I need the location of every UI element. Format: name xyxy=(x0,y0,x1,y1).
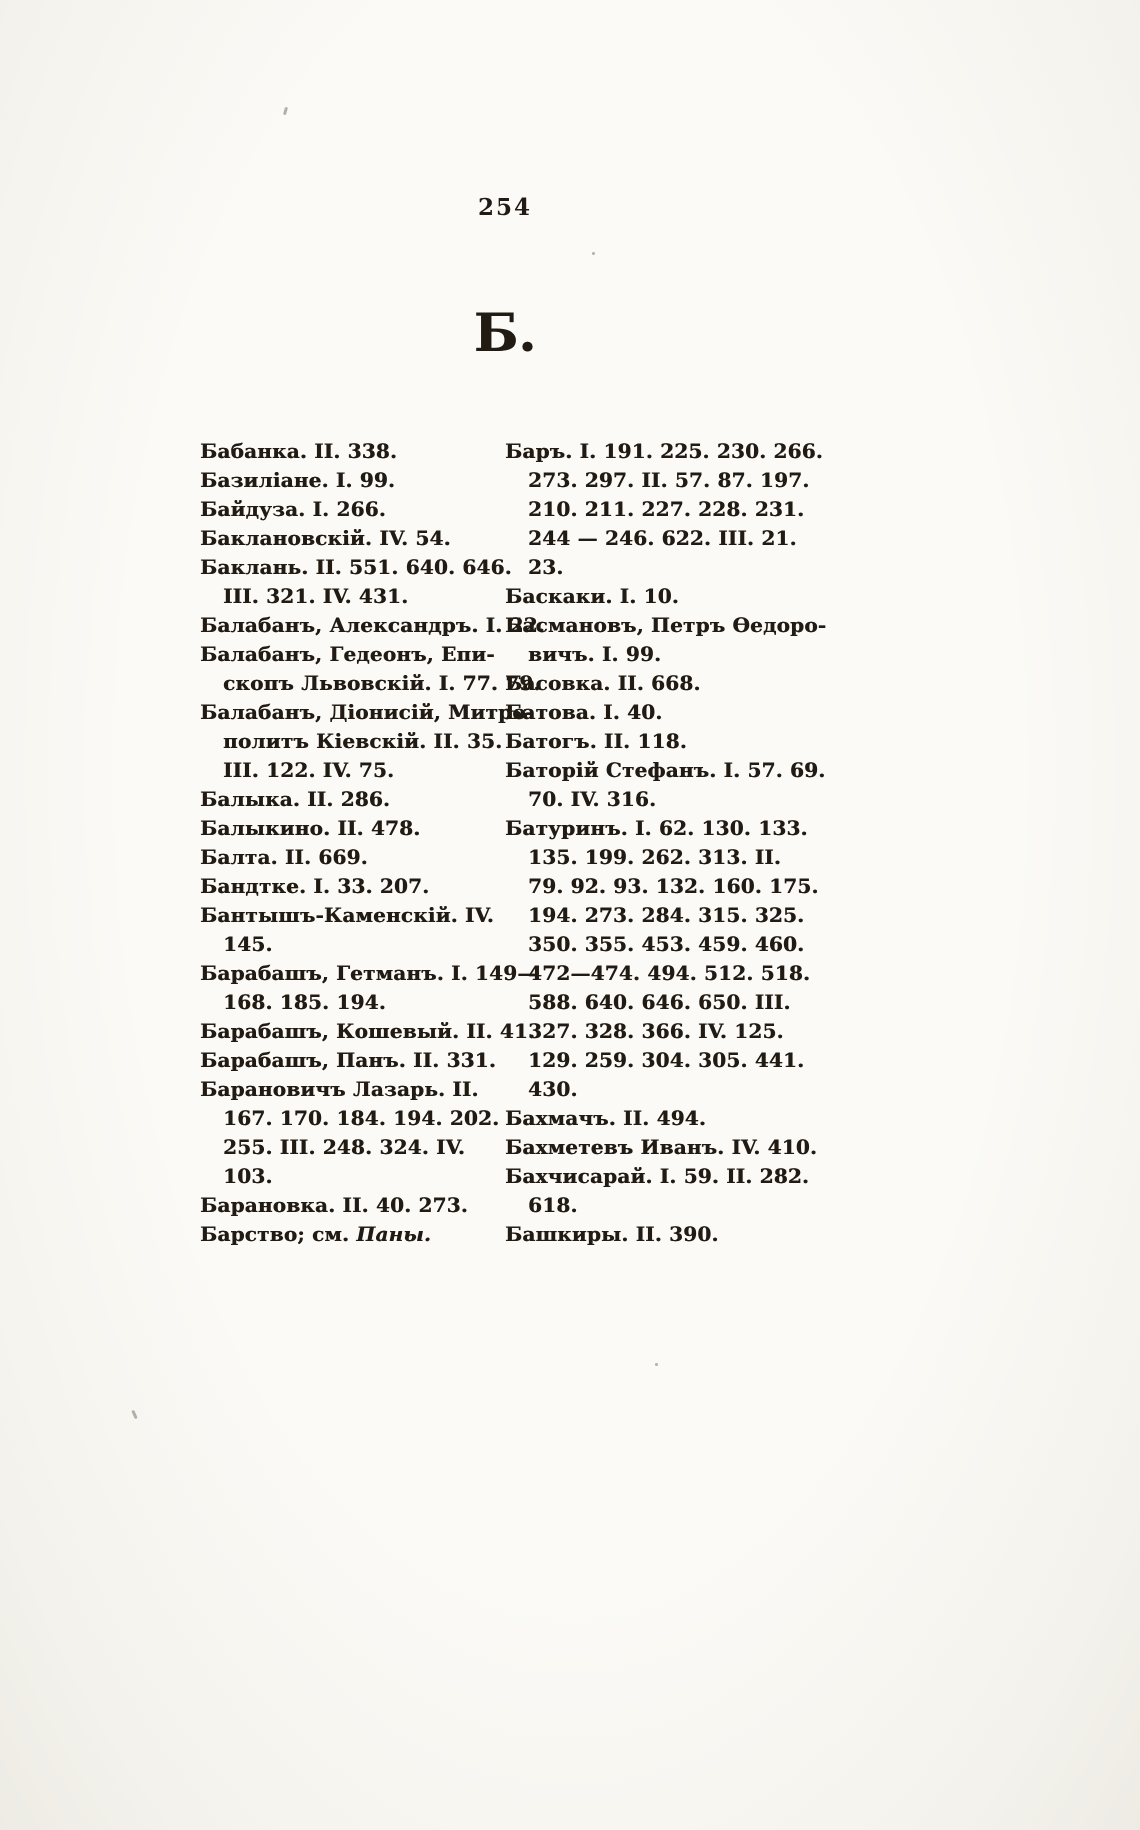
index-entry-line: Батова. I. 40. xyxy=(505,700,663,724)
index-entry-line: 430. xyxy=(528,1077,578,1101)
index-entry-line: 588. 640. 646. 650. III. xyxy=(528,990,791,1014)
index-entry-line: вичъ. I. 99. xyxy=(528,642,662,666)
index-entry-line: Байдуза. I. 266. xyxy=(200,497,386,521)
section-heading: Б. xyxy=(473,303,537,364)
index-entry-line: III. 122. IV. 75. xyxy=(223,758,395,782)
scan-artifact xyxy=(655,1363,658,1366)
index-entry-line: Бабанка. II. 338. xyxy=(200,439,398,463)
scan-artifact xyxy=(592,252,595,255)
index-entry-line: III. 321. IV. 431. xyxy=(223,584,409,608)
index-column-left xyxy=(200,437,545,1249)
scan-artifact xyxy=(131,1410,137,1419)
index-entry-line: Баръ. I. 191. 225. 230. 266. xyxy=(505,439,823,463)
index-entry-line: Балта. II. 669. xyxy=(200,845,368,869)
index-entry-line: скопъ Львовскій. I. 77. 79. xyxy=(223,671,541,695)
index-entry-line: 273. 297. II. 57. 87. 197. xyxy=(528,468,810,492)
index-entry-line: 350. 355. 453. 459. 460. xyxy=(528,932,805,956)
index-entry-line: 618. xyxy=(528,1193,578,1217)
index-entry-line: Барановка. II. 40. 273. xyxy=(200,1193,468,1217)
index-entry-line: Басовка. II. 668. xyxy=(505,671,701,695)
index-entry-line: Базиліане. I. 99. xyxy=(200,468,396,492)
index-entry-line: Бантышъ-Каменскій. IV. xyxy=(200,903,494,927)
index-entry-line: Барабашъ, Кошевый. II. 41. xyxy=(200,1019,536,1043)
index-entry-line: 472—474. 494. 512. 518. xyxy=(528,961,811,985)
index-entry-line: 70. IV. 316. xyxy=(528,787,657,811)
index-entry-line: Баклань. II. 551. 640. 646. xyxy=(200,555,512,579)
index-entry-line: 194. 273. 284. 315. 325. xyxy=(528,903,805,927)
index-entry-line: Балабанъ, Александръ. I. 22. xyxy=(200,613,545,637)
index-entry-line: Бандтке. I. 33. 207. xyxy=(200,874,430,898)
index-entry-line: Баклановскій. IV. 54. xyxy=(200,526,451,550)
index-entry-line: 129. 259. 304. 305. 441. xyxy=(528,1048,805,1072)
index-entry-line: Барство; см. Паны. xyxy=(200,1222,432,1246)
index-entry-line: Бахчисарай. I. 59. II. 282. xyxy=(505,1164,810,1188)
index-entry-line: 135. 199. 262. 313. II. xyxy=(528,845,781,869)
index-entry-line: Балабанъ, Діонисій, Митро- xyxy=(200,700,535,724)
index-entry-line: Бахметевъ Иванъ. IV. 410. xyxy=(505,1135,818,1159)
index-entry-line: Барабашъ, Гетманъ. I. 149— xyxy=(200,961,538,985)
index-entry-line: 23. xyxy=(528,555,564,579)
index-entry-line: Балабанъ, Гедеонъ, Епи- xyxy=(200,642,495,666)
index-entry-line: Башкиры. II. 390. xyxy=(505,1222,719,1246)
index-entry-line: 167. 170. 184. 194. 202. xyxy=(223,1106,500,1130)
index-entry-line: политъ Кіевскій. II. 35. xyxy=(223,729,503,753)
index-entry-line: 145. xyxy=(223,932,273,956)
index-entry-line: 103. xyxy=(223,1164,273,1188)
index-entry-line: 210. 211. 227. 228. 231. xyxy=(528,497,805,521)
index-entry-line: 244 — 246. 622. III. 21. xyxy=(528,526,797,550)
index-entry-line: Батогъ. II. 118. xyxy=(505,729,687,753)
index-entry-line: Балыка. II. 286. xyxy=(200,787,391,811)
page-number: 254 xyxy=(477,194,532,221)
index-entry-line: Баскаки. I. 10. xyxy=(505,584,679,608)
index-entry-line: 168. 185. 194. xyxy=(223,990,386,1014)
index-entry-line: Барабашъ, Панъ. II. 331. xyxy=(200,1048,496,1072)
index-entry-line: Батуринъ. I. 62. 130. 133. xyxy=(505,816,808,840)
index-entry-line: Балыкино. II. 478. xyxy=(200,816,421,840)
index-entry-line: 255. III. 248. 324. IV. xyxy=(223,1135,465,1159)
index-columns xyxy=(200,437,827,1249)
index-entry-line: Басмановъ, Петръ Ѳедоро- xyxy=(505,613,827,637)
index-entry-line: Баторій Стефанъ. I. 57. 69. xyxy=(505,758,826,782)
index-column-right xyxy=(505,437,827,1249)
index-entry-line: Барановичъ Лазарь. II. xyxy=(200,1077,479,1101)
index-entry-line: 79. 92. 93. 132. 160. 175. xyxy=(528,874,819,898)
index-entry-line: Бахмачъ. II. 494. xyxy=(505,1106,706,1130)
scan-artifact xyxy=(283,107,288,116)
index-entry-line: 327. 328. 366. IV. 125. xyxy=(528,1019,784,1043)
